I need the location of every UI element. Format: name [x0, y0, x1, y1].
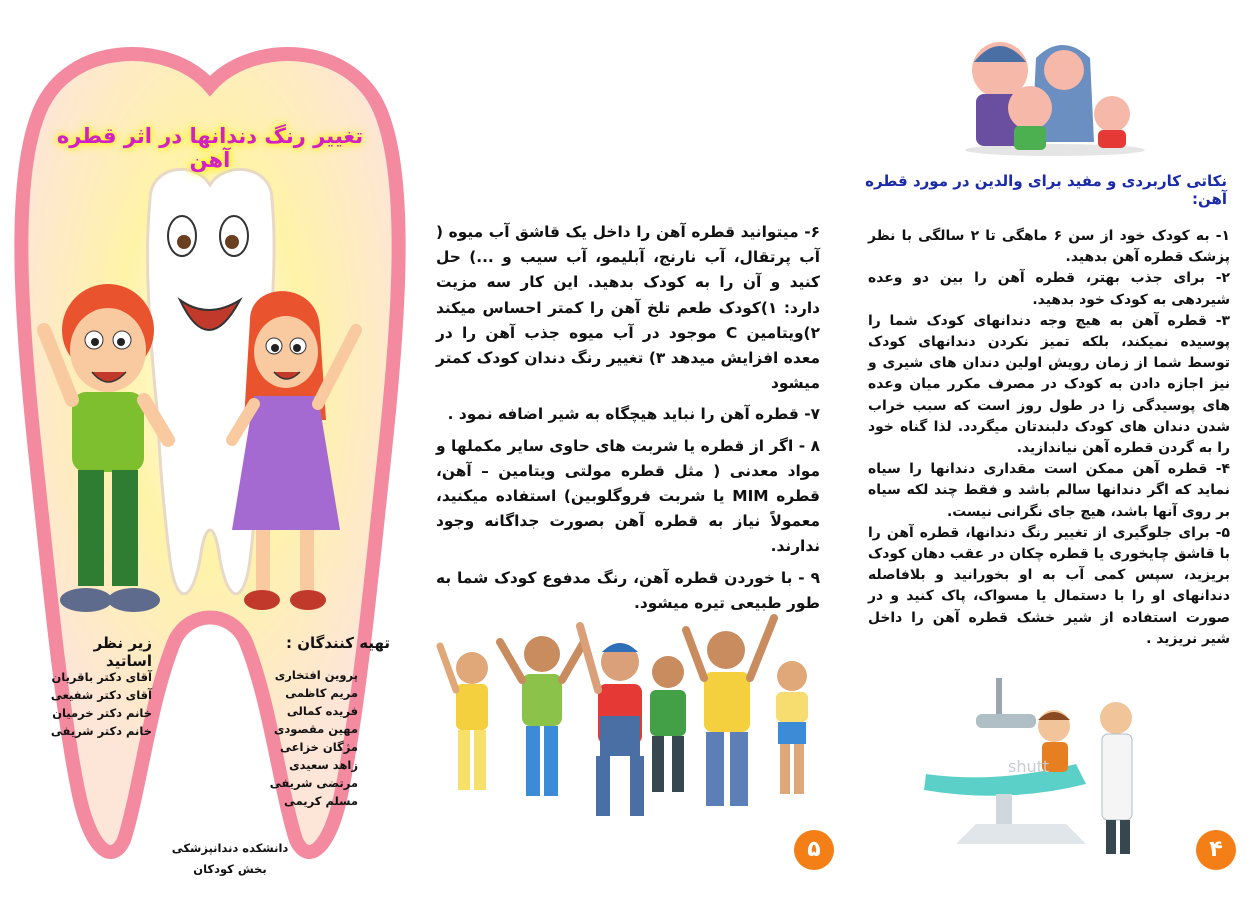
supervisor-name: خانم دکتر شریفی: [50, 724, 152, 738]
kid-figure: [500, 636, 584, 796]
jumping-kids-illustration: [430, 606, 820, 832]
supervision-heading: زیر نظر اساتید: [93, 634, 152, 670]
page-number-5: ۵: [794, 830, 834, 870]
tip-paragraph: ۵- برای جلوگیری از تغییر رنگ دندانها، قطره آهن را با قاشق چایخوری یا قطره چکان در عقب دهان کودک بریزید، سپس کمی آب به او بخورانید و بلافاصله دندانهای او را با دستمال یا مسواک، پاک کنید و در صورت استفاده از شیر خشک قطره آهن را داخل شیر نریزید .: [868, 524, 1230, 647]
authors-heading: تهیه کنندگان :: [286, 634, 390, 652]
faculty-name: دانشکده دندانپزشکی: [171, 841, 289, 855]
page-number-4: ۴: [1196, 830, 1236, 870]
tip-paragraph: ۱- به کودک خود از سن ۶ ماهگی تا ۲ سالگی با نظر پزشک قطره آهن بدهید.: [868, 228, 1230, 266]
tip-paragraph: ۳- قطره آهن به هیچ وجه دندانهای کودک شما را پوسیده نمیکند، بلکه تمیز نکردن دندانهای کودک توسط شما از زمان رویش اولین دندان های شیری و نیز اجازه دادن به کودک در مصرف مکرر میان وعده های پوسیدگی زا در طول روز است که سبب خراب شدن دندان های کودک دلبندتان میگردد. لذا گناه خود را به گردن قطره آهن نیاندازید.: [868, 312, 1230, 457]
authors-list: [258, 666, 358, 810]
left-title: تغییر رنگ دندانها در اثر قطره آهن: [56, 124, 364, 172]
tip-paragraph: ۹ - با خوردن قطره آهن، رنگ مدفوع کودک شما به طور طبیعی تیره میشود.: [436, 568, 820, 612]
tip-paragraph: ۸ - اگر از قطره یا شربت های حاوی سایر مکملها و مواد معدنی ( مثل قطره مولتی ویتامین – آهن، قطره MIM یا شربت فروگلوبین) استفاده میکنید، معمولاً نیاز به قطره آهن بصورت جداگانه وجود ندارند.: [436, 436, 820, 556]
tip-paragraph: ۲- برای جذب بهتر، قطره آهن را بین دو وعده شیردهی به کودک خود بدهید.: [868, 270, 1230, 308]
author-name: مریم کاظمی: [285, 686, 358, 700]
supervisor-name: خانم دکتر خرمیان: [52, 706, 152, 720]
tip-paragraph: ۷- قطره آهن را نباید هیچگاه به شیر اضافه نمود .: [447, 405, 820, 424]
tips-heading: نکاتی کاربردی و مفید برای والدین در مورد قطره آهن:: [865, 172, 1227, 208]
author-name: زاهد سعیدی: [289, 758, 358, 772]
kid-figure: [776, 661, 808, 794]
kid-figure: [580, 626, 644, 816]
tip-paragraph: ۶- میتوانید قطره آهن را داخل یک قاشق آب میوه ( آب پرتقال، آب نارنج، آبلیمو، آب سیب و ...) حل کنید و آن را به کودک بدهید. این کار سه مزیت دارد: ۱)کودک طعم تلخ آهن را کمتر احساس میکند ۲)ویتامین C موجود در آب میوه جذب آهن را در معده افزایش میدهد ۳) تغییر رنگ دندان کودک کمتر میشود: [436, 223, 820, 393]
kid-figure: [440, 646, 488, 790]
middle-text: [436, 220, 820, 622]
family-illustration: [960, 22, 1150, 158]
author-name: مهین مقصودی: [273, 722, 358, 736]
author-name: مسلم کریمی: [283, 794, 358, 808]
faculty-info: [160, 838, 300, 880]
dentist-illustration: [916, 674, 1156, 864]
baby-figure: [1094, 96, 1130, 148]
dentist-figure: [1100, 702, 1132, 854]
supervisor-name: آقای دکتر شفیعی: [50, 688, 152, 702]
supervisor-name: آقای دکتر باقریان: [51, 670, 152, 684]
author-name: مژگان خزاعی: [280, 740, 358, 754]
kid-figure: [686, 618, 774, 806]
department-name: بخش کودکان: [193, 862, 267, 876]
author-name: فریده کمالی: [286, 704, 358, 718]
author-name: پروین افتخاری: [274, 668, 358, 682]
left-panel: [0, 0, 420, 898]
author-name: مرتضی شریفی: [269, 776, 358, 790]
tip-paragraph: ۴- قطره آهن ممکن است مقداری دندانها را سیاه نماید که اگر دندانها سالم باشد و فقط چند لکه سیاه بر روی آنها باشد، هیچ جای نگرانی نیست.: [868, 461, 1230, 520]
watermark-text: shutt: [1008, 757, 1050, 776]
kid-figure: [650, 656, 686, 792]
child-figure: [1008, 86, 1052, 150]
right-text: [868, 226, 1230, 650]
supervisors-list: [44, 668, 152, 740]
